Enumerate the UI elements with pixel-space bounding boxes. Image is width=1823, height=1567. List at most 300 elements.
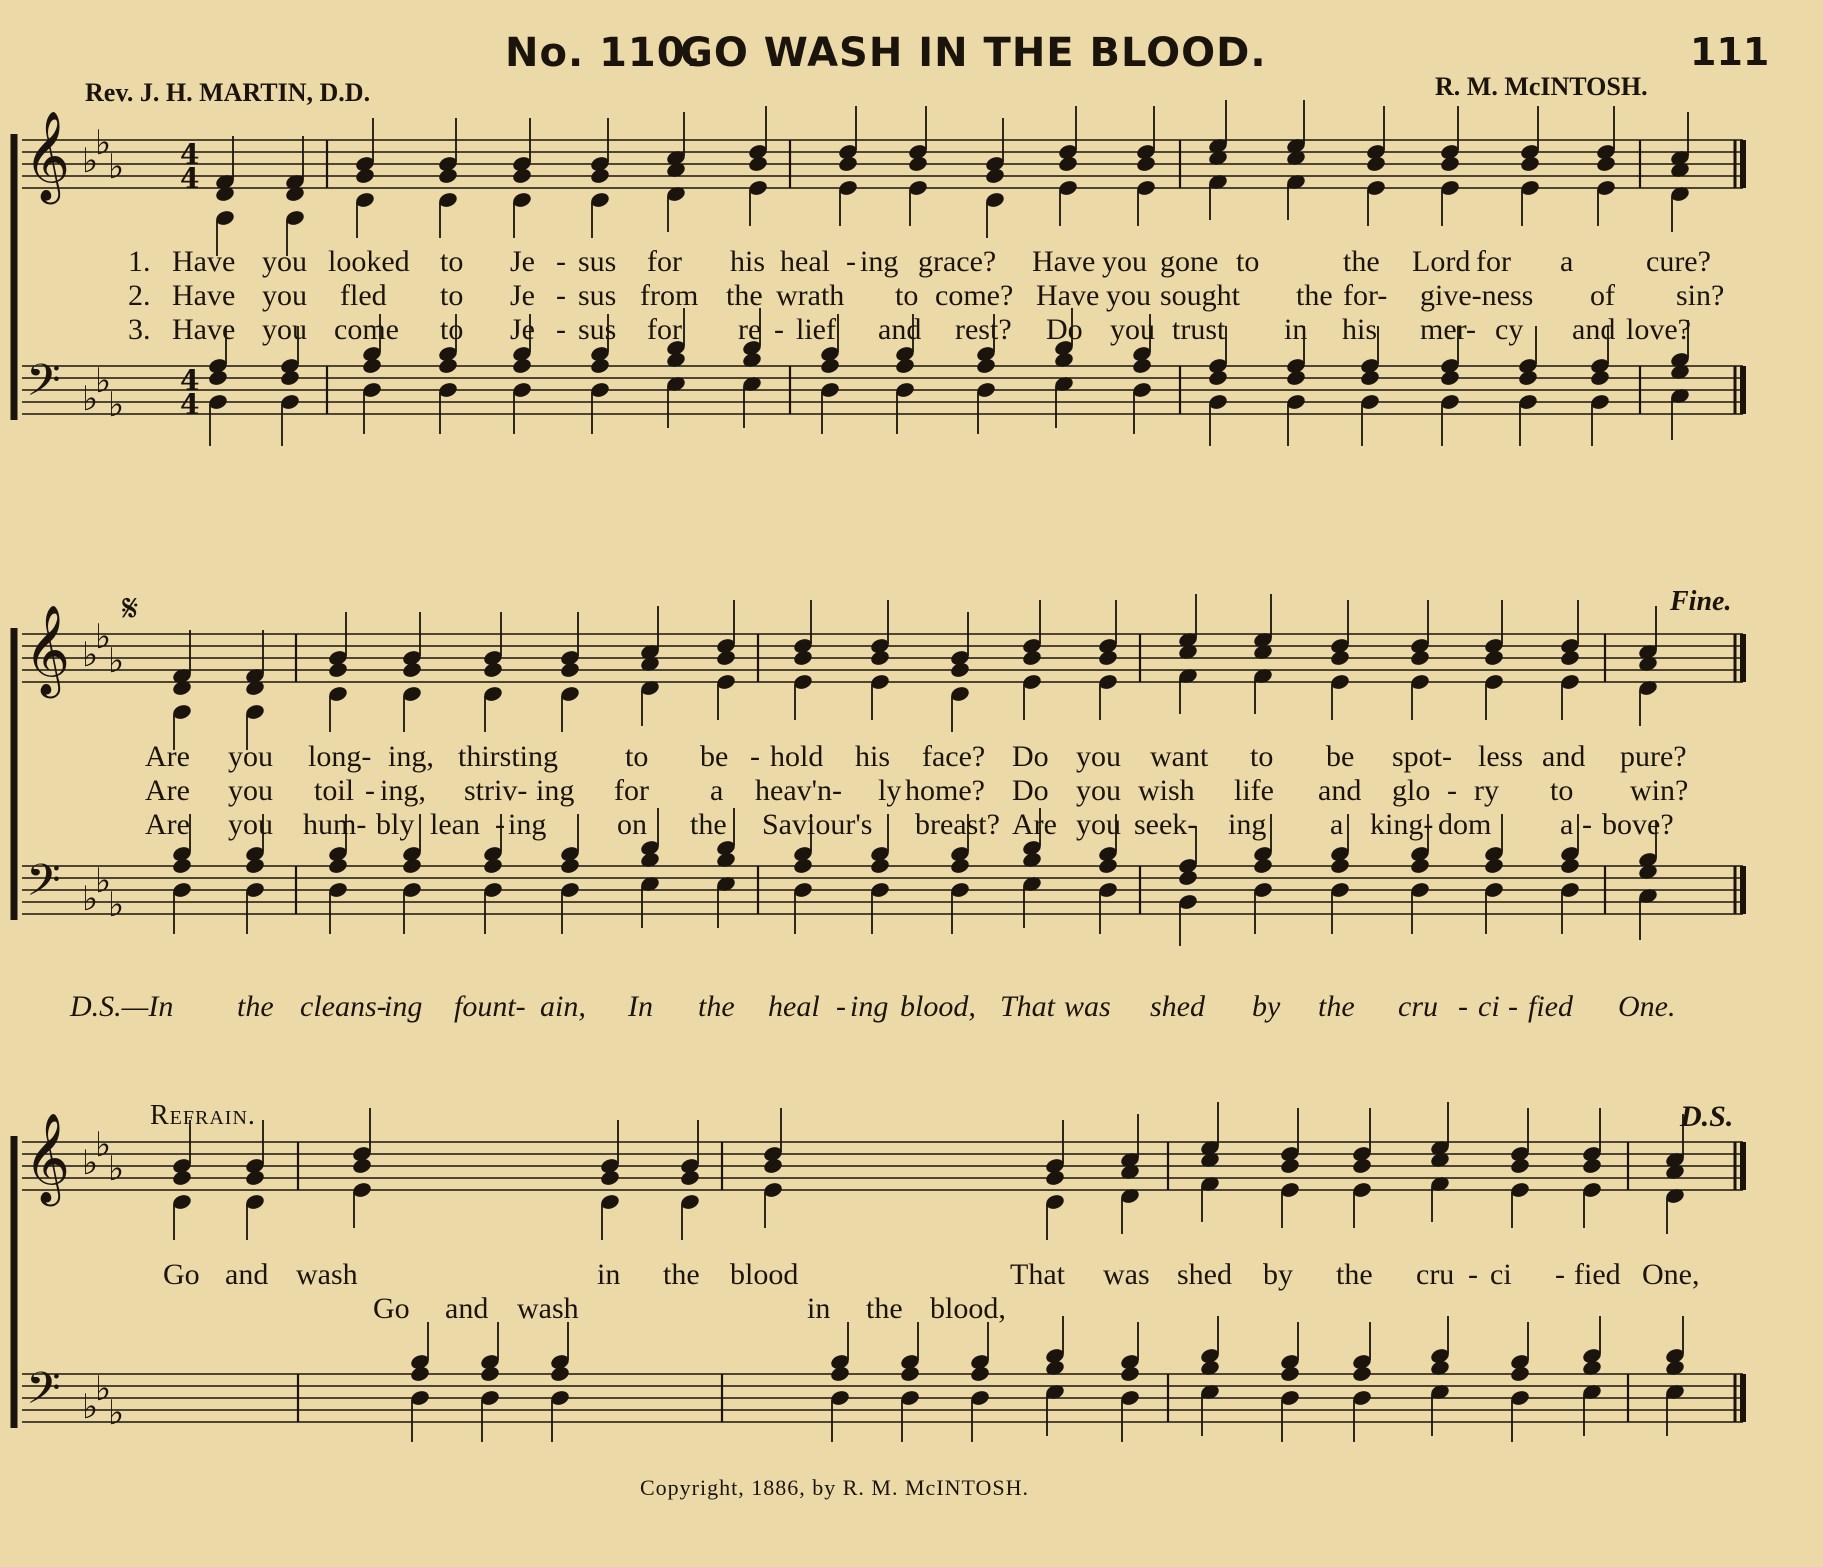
lyric-syllable: hold xyxy=(770,740,824,773)
lyric-syllable: Are xyxy=(145,774,190,807)
flat-sign: ♭ xyxy=(108,1149,125,1189)
notehead xyxy=(482,857,503,875)
lyric-syllable: dom xyxy=(1438,808,1492,841)
lyric-syllable: a xyxy=(1560,245,1574,278)
lyric-syllable: Have xyxy=(1032,245,1096,278)
lyric-syllable: - xyxy=(1508,990,1518,1023)
notehead xyxy=(482,661,503,679)
notehead xyxy=(1252,857,1273,875)
notehead xyxy=(479,1365,500,1383)
notehead xyxy=(792,857,813,875)
notehead xyxy=(899,1365,920,1383)
lyric-syllable: blood, xyxy=(930,1292,1006,1325)
lyric-syllable: - xyxy=(495,808,505,841)
verse-1-lyrics xyxy=(0,245,1823,281)
notehead xyxy=(869,857,890,875)
notehead xyxy=(1097,649,1118,667)
lyric-syllable: want xyxy=(1150,740,1209,773)
lyric-syllable: the xyxy=(1318,990,1355,1023)
lyric-syllable: - xyxy=(556,313,566,346)
flat-sign: ♭ xyxy=(82,635,99,675)
lyric-syllable: bove? xyxy=(1602,808,1674,841)
lyric-syllable: long- xyxy=(308,740,372,773)
lyric-syllable: wash xyxy=(296,1258,358,1291)
notehead xyxy=(171,1169,192,1187)
lyric-syllable: wrath xyxy=(776,279,845,312)
lyric-syllable: Have xyxy=(172,279,236,312)
lyric-syllable: and xyxy=(1542,740,1586,773)
flat-sign: ♭ xyxy=(82,879,99,919)
treble-clef: 𝄞 xyxy=(24,1113,71,1203)
lyric-syllable: gone xyxy=(1160,245,1219,278)
lyric-syllable: Je xyxy=(510,245,535,278)
lyric-syllable: fied xyxy=(1574,1258,1621,1291)
lyric-syllable: you xyxy=(1106,279,1151,312)
notehead xyxy=(1439,155,1460,173)
lyric-syllable: Do xyxy=(1012,774,1049,807)
lyric-syllable: a xyxy=(1560,808,1574,841)
system2-line3-lyrics xyxy=(0,808,1823,844)
notehead xyxy=(792,649,813,667)
lyric-syllable: heal xyxy=(780,245,830,278)
notehead xyxy=(1097,857,1118,875)
lyric-syllable: the xyxy=(698,990,735,1023)
lyric-syllable: in xyxy=(1284,313,1308,346)
lyric-syllable: on xyxy=(617,808,647,841)
lyric-syllable: give-ness xyxy=(1420,279,1534,312)
notehead xyxy=(1439,369,1460,387)
notehead xyxy=(559,661,580,679)
lyric-syllable: you xyxy=(228,740,273,773)
page-number: 111 xyxy=(1690,30,1770,74)
ds-lyrics xyxy=(0,990,1823,1026)
lyric-syllable: the xyxy=(1336,1258,1373,1291)
verse-number: 2. xyxy=(128,279,151,312)
lyric-syllable: lief xyxy=(796,313,836,346)
flat-sign: ♭ xyxy=(108,147,125,187)
lyric-syllable: ing xyxy=(850,990,889,1023)
notehead xyxy=(1483,857,1504,875)
lyric-syllable: grace? xyxy=(918,245,997,278)
notehead xyxy=(1207,369,1228,387)
lyric-syllable: D.S.—In xyxy=(70,990,174,1023)
lyric-syllable: seek- xyxy=(1134,808,1198,841)
lyric-syllable: In xyxy=(628,990,653,1023)
lyric-syllable: - xyxy=(1468,1258,1478,1291)
notehead xyxy=(1329,857,1350,875)
notehead xyxy=(1509,1365,1530,1383)
lyric-syllable: wish xyxy=(1138,774,1195,807)
lyric-syllable: his xyxy=(1342,313,1378,346)
lyric-syllable: mer- xyxy=(1420,313,1477,346)
lyric-syllable: ing xyxy=(384,990,423,1023)
notehead xyxy=(1359,369,1380,387)
notehead xyxy=(549,1365,570,1383)
lyric-syllable: blood xyxy=(730,1258,799,1291)
composer-credit: R. M. McINTOSH. xyxy=(1435,72,1648,101)
flat-sign: ♭ xyxy=(108,385,125,425)
notehead xyxy=(1044,1169,1065,1187)
lyric-syllable: - xyxy=(1447,774,1457,807)
lyric-syllable: Do xyxy=(1012,740,1049,773)
lyric-syllable: One, xyxy=(1642,1258,1700,1291)
notehead xyxy=(1595,155,1616,173)
notehead xyxy=(1021,649,1042,667)
lyric-syllable: ing xyxy=(1228,808,1267,841)
notehead xyxy=(599,1169,620,1187)
lyric-syllable: you xyxy=(1110,313,1155,346)
lyric-syllable: Are xyxy=(145,808,190,841)
notehead xyxy=(1581,1157,1602,1175)
lyric-syllable: shed xyxy=(1177,1258,1232,1291)
lyric-syllable: his xyxy=(730,245,766,278)
lyric-syllable: you xyxy=(228,774,273,807)
system2-line2-lyrics xyxy=(0,774,1823,810)
lyric-syllable: - xyxy=(365,774,375,807)
notehead xyxy=(1517,369,1538,387)
lyric-syllable: - xyxy=(846,245,856,278)
lyric-syllable: to xyxy=(440,245,464,278)
system2-line1-lyrics xyxy=(0,740,1823,776)
lyric-syllable: cy xyxy=(1495,313,1524,346)
notehead xyxy=(837,155,858,173)
notehead xyxy=(207,369,228,387)
lyric-syllable: fount- xyxy=(454,990,526,1023)
lyric-syllable: was xyxy=(1064,990,1111,1023)
lyric-syllable: ci xyxy=(1478,990,1500,1023)
lyric-syllable: bly xyxy=(376,808,415,841)
lyric-syllable: - xyxy=(1555,1258,1565,1291)
notehead xyxy=(1057,155,1078,173)
lyric-syllable: in xyxy=(807,1292,831,1325)
lyric-syllable: ry xyxy=(1474,774,1499,807)
lyric-syllable: and xyxy=(878,313,922,346)
flat-sign: ♭ xyxy=(95,361,112,401)
lyric-syllable: love? xyxy=(1626,313,1691,346)
lyric-syllable: ing xyxy=(536,774,575,807)
lyric-syllable: heal xyxy=(768,990,820,1023)
notehead xyxy=(1279,1157,1300,1175)
ds-mark: D.S. xyxy=(1680,1100,1734,1133)
lyric-syllable: the xyxy=(237,990,274,1023)
lyric-syllable: pure? xyxy=(1620,740,1687,773)
notehead xyxy=(869,649,890,667)
lyric-syllable: and xyxy=(445,1292,489,1325)
notehead xyxy=(1131,357,1152,375)
lyric-syllable: Go xyxy=(163,1258,200,1291)
lyric-syllable: for xyxy=(614,774,649,807)
hymn-number: No. 110. xyxy=(505,30,702,76)
notehead xyxy=(409,1365,430,1383)
lyric-syllable: blood, xyxy=(900,990,976,1023)
lyric-syllable: to xyxy=(1236,245,1260,278)
notehead xyxy=(511,167,532,185)
lyric-syllable: - xyxy=(1582,808,1592,841)
lyric-syllable: less xyxy=(1478,740,1523,773)
notehead xyxy=(589,167,610,185)
notehead xyxy=(244,857,265,875)
lyric-syllable: you xyxy=(262,245,307,278)
notehead xyxy=(829,1365,850,1383)
lyric-syllable: - xyxy=(774,313,784,346)
notehead xyxy=(1559,649,1580,667)
notehead xyxy=(1279,1365,1300,1383)
bass-clef: 𝄢 xyxy=(26,354,61,417)
flat-sign: ♭ xyxy=(82,1143,99,1183)
notehead xyxy=(1351,1365,1372,1383)
lyric-syllable: - xyxy=(556,245,566,278)
notehead xyxy=(437,167,458,185)
lyric-syllable: toil xyxy=(314,774,355,807)
lyric-syllable: and xyxy=(225,1258,269,1291)
lyric-syllable: to xyxy=(625,740,649,773)
lyric-syllable: and xyxy=(1572,313,1616,346)
lyric-syllable: for xyxy=(647,313,682,346)
lyric-syllable: Go xyxy=(373,1292,410,1325)
lyric-syllable: Saviour's xyxy=(762,808,873,841)
lyric-syllable: you xyxy=(1102,245,1147,278)
notehead xyxy=(1285,369,1306,387)
lyric-syllable: looked xyxy=(328,245,410,278)
lyric-syllable: cure? xyxy=(1646,245,1711,278)
flat-sign: ♭ xyxy=(82,141,99,181)
lyric-syllable: be xyxy=(1326,740,1355,773)
notehead xyxy=(401,661,422,679)
lyric-syllable: sus xyxy=(578,313,617,346)
lyric-syllable: Are xyxy=(145,740,190,773)
segno-sign: 𝄋 xyxy=(122,586,139,630)
lyric-syllable: rest? xyxy=(955,313,1012,346)
notehead xyxy=(715,649,736,667)
lyric-syllable: you xyxy=(228,808,273,841)
lyric-syllable: Have xyxy=(172,313,236,346)
lyric-syllable: the xyxy=(690,808,727,841)
notehead xyxy=(1589,369,1610,387)
lyric-syllable: - xyxy=(750,740,760,773)
lyric-syllable: fled xyxy=(340,279,387,312)
notehead xyxy=(1409,649,1430,667)
notehead xyxy=(1119,1365,1140,1383)
copyright-notice: Copyright, 1886, by R. M. McINTOSH. xyxy=(640,1475,1030,1500)
flat-sign: ♭ xyxy=(108,641,125,681)
lyric-syllable: One. xyxy=(1618,990,1676,1023)
lyric-syllable: striv- xyxy=(464,774,528,807)
lyric-syllable: the xyxy=(1343,245,1380,278)
flat-sign: ♭ xyxy=(95,1369,112,1409)
notehead xyxy=(1483,649,1504,667)
lyric-syllable: in xyxy=(597,1258,621,1291)
lyric-syllable: the xyxy=(726,279,763,312)
lyric-syllable: his xyxy=(855,740,891,773)
notehead xyxy=(949,661,970,679)
lyric-syllable: - xyxy=(556,279,566,312)
lyric-syllable: re xyxy=(738,313,762,346)
time-signature: 4 xyxy=(180,162,200,195)
fine-mark: Fine. xyxy=(1670,586,1732,617)
lyric-syllable: the xyxy=(663,1258,700,1291)
lyric-syllable: you xyxy=(1076,808,1121,841)
notehead xyxy=(984,167,1005,185)
notehead xyxy=(1519,155,1540,173)
lyric-syllable: to xyxy=(1550,774,1574,807)
hymn-title: GO WASH IN THE BLOOD. xyxy=(680,30,1267,76)
lyric-syllable: cru xyxy=(1416,1258,1455,1291)
lyric-syllable: was xyxy=(1103,1258,1150,1291)
notehead xyxy=(1559,857,1580,875)
notehead xyxy=(949,857,970,875)
refrain-line2-lyrics xyxy=(0,1292,1823,1328)
lyric-syllable: come xyxy=(334,313,399,346)
lyric-syllable: Have xyxy=(1036,279,1100,312)
lyric-syllable: That xyxy=(1000,990,1056,1023)
notehead xyxy=(1509,1157,1530,1175)
treble-clef: 𝄞 xyxy=(24,111,71,201)
lyric-syllable: home? xyxy=(905,774,985,807)
notehead xyxy=(747,155,768,173)
notehead xyxy=(244,1169,265,1187)
lyric-syllable: king- xyxy=(1370,808,1434,841)
lyric-syllable: cleans- xyxy=(300,990,387,1023)
notehead xyxy=(437,357,458,375)
notehead xyxy=(171,857,192,875)
treble-clef: 𝄞 xyxy=(24,605,71,695)
time-signature: 4 xyxy=(180,364,200,397)
notehead xyxy=(351,1157,372,1175)
flat-sign: ♭ xyxy=(95,1125,112,1165)
lyric-syllable: sus xyxy=(578,245,617,278)
verse-number: 3. xyxy=(128,313,151,346)
lyric-syllable: Je xyxy=(510,279,535,312)
lyric-syllable: breast? xyxy=(915,808,1000,841)
notehead xyxy=(354,167,375,185)
lyricist-credit: Rev. J. H. MARTIN, D.D. xyxy=(85,78,371,107)
lyric-syllable: ci xyxy=(1490,1258,1512,1291)
verse-3-lyrics xyxy=(0,313,1823,349)
flat-sign: ♭ xyxy=(95,123,112,163)
notehead xyxy=(907,155,928,173)
lyric-syllable: face? xyxy=(922,740,986,773)
lyric-syllable: Have xyxy=(172,245,236,278)
lyric-syllable: ing, xyxy=(380,774,426,807)
lyric-syllable: ain, xyxy=(540,990,586,1023)
lyric-syllable: by xyxy=(1252,990,1281,1023)
lyric-syllable: the xyxy=(866,1292,903,1325)
lyric-syllable: life xyxy=(1234,774,1274,807)
lyric-syllable: ing, xyxy=(388,740,434,773)
lyric-syllable: - xyxy=(1458,990,1468,1023)
refrain-label: Refrain. xyxy=(150,1100,256,1131)
lyric-syllable: glo xyxy=(1392,774,1431,807)
lyric-syllable: you xyxy=(1076,774,1121,807)
lyric-syllable: heav'n- xyxy=(755,774,843,807)
flat-sign: ♭ xyxy=(95,861,112,901)
notehead xyxy=(589,357,610,375)
lyric-syllable: That xyxy=(1010,1258,1065,1291)
lyric-syllable: be xyxy=(700,740,729,773)
lyric-syllable: for xyxy=(647,245,682,278)
notehead xyxy=(894,357,915,375)
lyric-syllable: ly xyxy=(878,774,902,807)
lyric-syllable: thirsting xyxy=(458,740,559,773)
refrain-line1-lyrics xyxy=(0,1258,1823,1294)
bass-clef: 𝄢 xyxy=(26,1362,61,1425)
lyric-syllable: Je xyxy=(510,313,535,346)
lyric-syllable: and xyxy=(1318,774,1362,807)
lyric-syllable: ing xyxy=(508,808,547,841)
verse-2-lyrics xyxy=(0,279,1823,315)
lyric-syllable: you xyxy=(262,313,307,346)
lyric-syllable: sought xyxy=(1160,279,1241,312)
lyric-syllable: you xyxy=(1076,740,1121,773)
lyric-syllable: win? xyxy=(1630,774,1689,807)
lyric-syllable: from xyxy=(640,279,699,312)
lyric-syllable: ing xyxy=(860,245,899,278)
lyric-syllable: hum- xyxy=(303,808,367,841)
lyric-syllable: you xyxy=(262,279,307,312)
lyric-syllable: - xyxy=(836,990,846,1023)
flat-sign: ♭ xyxy=(108,1393,125,1433)
notehead xyxy=(975,357,996,375)
lyric-syllable: sus xyxy=(578,279,617,312)
lyric-syllable: to xyxy=(1250,740,1274,773)
lyric-syllable: a xyxy=(1330,808,1344,841)
time-signature: 4 xyxy=(180,388,200,421)
notehead xyxy=(762,1157,783,1175)
lyric-syllable: trust xyxy=(1172,313,1226,346)
bass-clef: 𝄢 xyxy=(26,854,61,917)
notehead xyxy=(679,1169,700,1187)
notehead xyxy=(327,857,348,875)
lyric-syllable: shed xyxy=(1150,990,1205,1023)
notehead xyxy=(401,857,422,875)
lyric-syllable: for xyxy=(1476,245,1511,278)
lyric-syllable: to xyxy=(895,279,919,312)
notehead xyxy=(511,357,532,375)
notehead xyxy=(1365,155,1386,173)
notehead xyxy=(1329,649,1350,667)
verse-number: 1. xyxy=(128,245,151,278)
lyric-syllable: fied xyxy=(1528,990,1573,1023)
lyric-syllable: sin? xyxy=(1676,279,1725,312)
notehead xyxy=(279,369,300,387)
lyric-syllable: for- xyxy=(1343,279,1388,312)
lyric-syllable: to xyxy=(440,279,464,312)
lyric-syllable: a xyxy=(710,774,724,807)
flat-sign: ♭ xyxy=(95,617,112,657)
notehead xyxy=(819,357,840,375)
notehead xyxy=(559,857,580,875)
notehead xyxy=(1351,1157,1372,1175)
lyric-syllable: cru xyxy=(1398,990,1438,1023)
notehead xyxy=(1409,857,1430,875)
lyric-syllable: come? xyxy=(935,279,1014,312)
notehead xyxy=(327,661,348,679)
lyric-syllable: wash xyxy=(517,1292,579,1325)
notehead xyxy=(361,357,382,375)
lyric-syllable: Do xyxy=(1046,313,1083,346)
lyric-syllable: spot- xyxy=(1392,740,1452,773)
flat-sign: ♭ xyxy=(108,885,125,925)
flat-sign: ♭ xyxy=(82,1387,99,1427)
time-signature: 4 xyxy=(180,138,200,171)
lyric-syllable: lean xyxy=(430,808,480,841)
lyric-syllable: Are xyxy=(1012,808,1057,841)
notehead xyxy=(969,1365,990,1383)
lyric-syllable: to xyxy=(440,313,464,346)
notehead xyxy=(1177,869,1198,887)
lyric-syllable: of xyxy=(1590,279,1615,312)
lyric-syllable: Lord xyxy=(1412,245,1471,278)
